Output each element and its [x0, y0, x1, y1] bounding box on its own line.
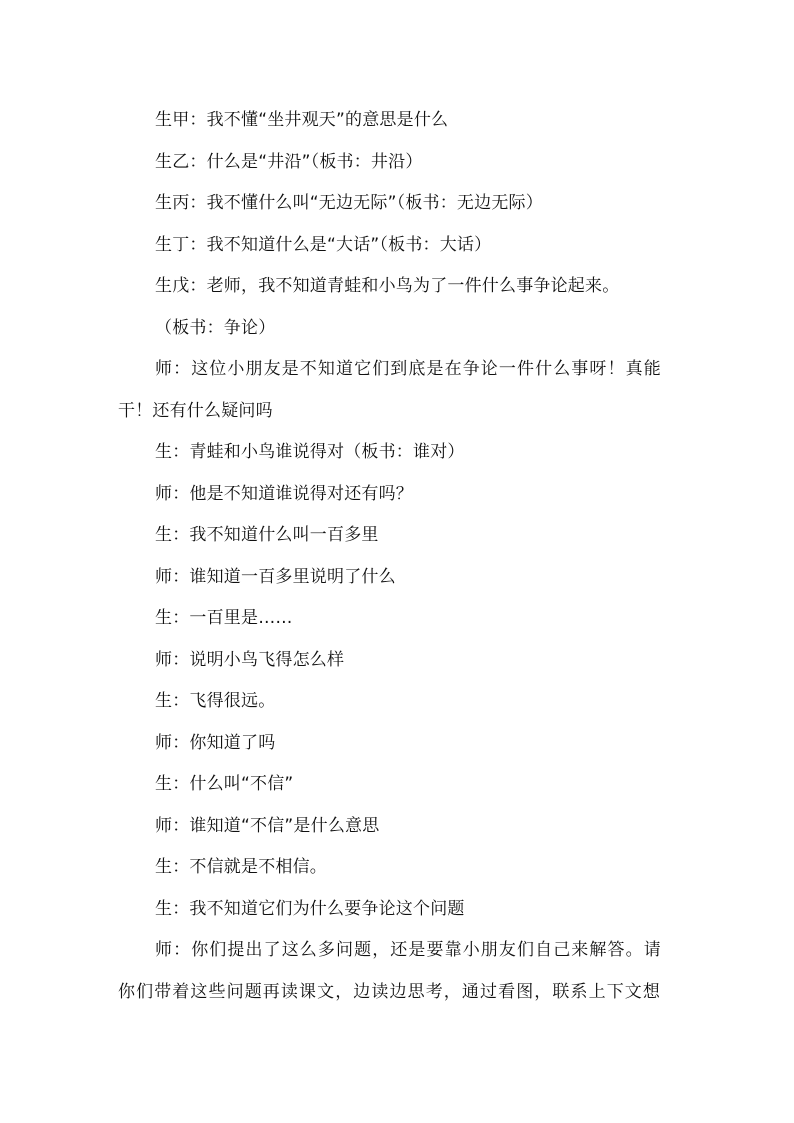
text-line: 生：飞得很远。	[155, 691, 276, 711]
text-line: 干！还有什么疑问吗	[118, 400, 273, 421]
text-line: 师：你们提出了这么多问题，还是要靠小朋友们自己来解答。请	[155, 940, 662, 960]
text-line: 师：他是不知道谁说得对还有吗？	[155, 483, 413, 504]
text-line: 生甲：我不懂“坐井观天”的意思是什么	[155, 110, 449, 130]
text-line: 生丁：我不知道什么是“大话”（板书：大话）	[155, 234, 492, 255]
text-line: 生：我不知道它们为什么要争论这个问题	[155, 898, 465, 919]
text-line: 生：青蛙和小鸟谁说得对（板书：谁对）	[155, 442, 465, 462]
text-line: 师：谁知道“不信”是什么意思	[155, 815, 380, 836]
text-line: 师：说明小鸟飞得怎么样	[155, 649, 345, 670]
text-line: 师：这位小朋友是不知道它们到底是在争论一件什么事呀！真能	[155, 359, 662, 379]
text-line: 生：什么叫“不信”	[155, 774, 294, 794]
text-line: 师：谁知道一百多里说明了什么	[155, 566, 396, 587]
text-line: 师：你知道了吗	[155, 732, 276, 753]
text-line: 生：不信就是不相信。	[155, 857, 327, 877]
text-line: 生：一百里是……	[155, 608, 293, 628]
text-line: 生乙：什么是“井沿”（板书：井沿）	[155, 151, 423, 172]
text-line: 你们带着这些问题再读课文，边读边思考，通过看图，联系上下文想	[118, 981, 661, 1002]
dialogue-text	[118, 100, 683, 1013]
text-line: 生丙：我不懂什么叫“无边无际”（板书：无边无际）	[155, 193, 543, 213]
text-line: 生：我不知道什么叫一百多里	[155, 525, 379, 545]
text-line: 生戊：老师，我不知道青蛙和小鸟为了一件什么事争论起来。	[155, 276, 620, 296]
text-line: （板书：争论）	[155, 317, 276, 338]
